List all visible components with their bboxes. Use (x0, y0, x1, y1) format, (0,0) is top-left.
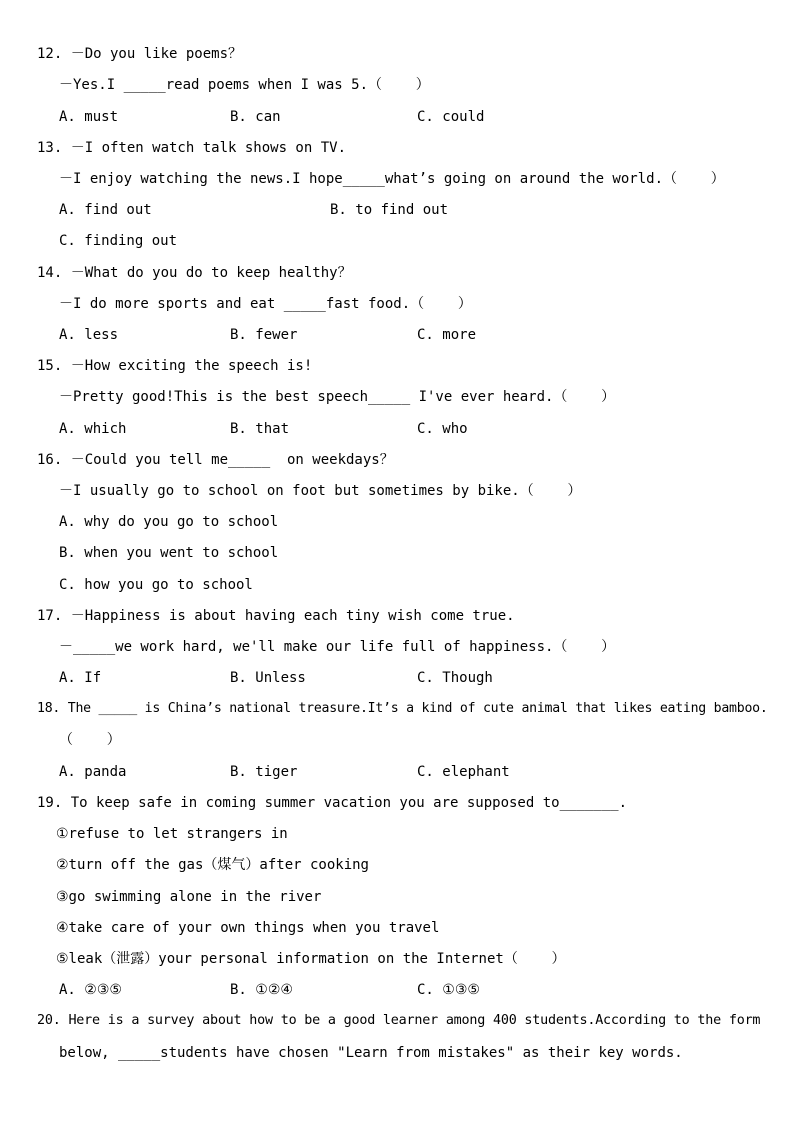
question-14-dialogue: －I do more sports and eat _____fast food.（ ） (59, 296, 472, 312)
question-17-dialogue: －_____we work hard, we'll make our life full of happiness.（ ） (59, 639, 616, 655)
question-13-option-b: B. to find out (330, 202, 449, 218)
question-19-item-2: ②turn off the gas（煤气）after cooking (56, 857, 369, 873)
question-18-option-b: B. tiger (230, 764, 298, 780)
question-19-item-5: ⑤leak（泄露）your personal information on the Internet（ ） (56, 951, 566, 967)
question-20-stem: 20. Here is a survey about how to be a good learner among 400 students.According to the form (37, 1013, 761, 1028)
question-14-option-c: C. more (417, 327, 477, 343)
question-16-stem: 16. －Could you tell me_____ on weekdays？ (37, 452, 394, 468)
question-15-stem: 15. －How exciting the speech is! (37, 358, 313, 374)
question-15-option-c: C. who (417, 421, 468, 437)
question-18-answer-blank: （ ） (59, 732, 121, 748)
question-13-dialogue: －I enjoy watching the news.I hope_____what’s going on around the world.（ ） (59, 171, 725, 187)
question-15-dialogue: －Pretty good!This is the best speech_____ I've ever heard.（ ） (59, 389, 616, 405)
question-14-stem: 14. －What do you do to keep healthy？ (37, 265, 352, 281)
question-13-option-c: C. finding out (59, 233, 178, 249)
question-19-item-1: ①refuse to let strangers in (56, 826, 288, 842)
question-12-stem: 12. －Do you like poems？ (37, 46, 243, 62)
question-15-option-b: B. that (230, 421, 290, 437)
question-13-option-a: A. find out (59, 202, 152, 218)
question-16-option-b: B. when you went to school (59, 545, 279, 561)
question-17-stem: 17. －Happiness is about having each tiny wish come true. (37, 608, 515, 624)
question-19-option-b: B. ①②④ (230, 982, 293, 998)
question-19-option-a: A. ②③⑤ (59, 982, 122, 998)
question-15-option-a: A. which (59, 421, 127, 437)
question-17-option-b: B. Unless (230, 670, 306, 686)
question-18-stem: 18. The _____ is China’s national treasure.It’s a kind of cute animal that likes eating bamboo. (37, 701, 768, 716)
question-19-stem: 19. To keep safe in coming summer vacation you are supposed to_______. (37, 795, 628, 811)
question-16-option-a: A. why do you go to school (59, 514, 279, 530)
question-20-stem-continued: below, _____students have chosen "Learn from mistakes" as their key words. (59, 1045, 683, 1061)
question-18-option-a: A. panda (59, 764, 127, 780)
question-16-option-c: C. how you go to school (59, 577, 253, 593)
question-13-stem: 13. －I often watch talk shows on TV. (37, 140, 347, 156)
question-18-option-c: C. elephant (417, 764, 510, 780)
question-19-item-3: ③go swimming alone in the river (56, 889, 322, 905)
question-12-option-a: A. must (59, 109, 119, 125)
question-12-option-b: B. can (230, 109, 281, 125)
question-14-option-b: B. fewer (230, 327, 298, 343)
question-17-option-a: A. If (59, 670, 102, 686)
question-19-item-4: ④take care of your own things when you travel (56, 920, 440, 936)
question-17-option-c: C. Though (417, 670, 493, 686)
question-12-dialogue: －Yes.I _____read poems when I was 5.（ ） (59, 77, 430, 93)
question-19-option-c: C. ①③⑤ (417, 982, 480, 998)
question-14-option-a: A. less (59, 327, 119, 343)
question-12-option-c: C. could (417, 109, 485, 125)
question-16-dialogue: －I usually go to school on foot but sometimes by bike.（ ） (59, 483, 582, 499)
